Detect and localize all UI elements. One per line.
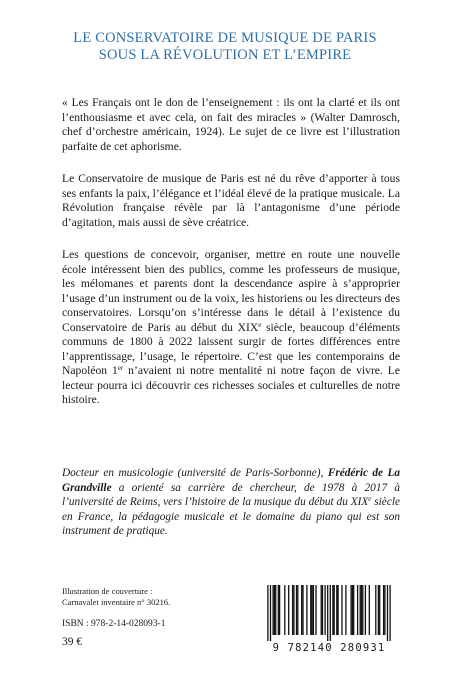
- barcode-bar: [336, 585, 337, 635]
- barcode-bar: [350, 585, 351, 635]
- barcode: [254, 585, 404, 657]
- barcode-bar: [296, 585, 297, 635]
- barcode-bar: [332, 585, 333, 635]
- barcode-bar: [311, 585, 312, 635]
- barcode-bar: [272, 585, 273, 635]
- barcode-bars: [266, 585, 392, 641]
- barcode-digits: 9 782140 280931: [272, 642, 386, 654]
- barcode-bar: [369, 585, 370, 635]
- price: 39 €: [62, 636, 83, 648]
- barcode-bar: [278, 585, 279, 635]
- barcode-bar: [284, 585, 285, 635]
- barcode-bar: [387, 585, 388, 641]
- author-name: Frédéric de La Grandville: [62, 467, 400, 494]
- barcode-bar: [375, 585, 376, 635]
- barcode-bar: [362, 585, 363, 635]
- bio-part-3: siècle en France, la pédagogie musicale et le domaine du piano qui est son instrument de pratique.: [62, 496, 400, 537]
- barcode-bar: [297, 585, 298, 635]
- title-line-2: SOUS LA RÉVOLUTION ET L’EMPIRE: [98, 47, 352, 63]
- barcode-bar: [275, 585, 276, 635]
- book-title: [40, 30, 410, 64]
- barcode-bar: [302, 585, 303, 635]
- barcode-bar: [324, 585, 325, 635]
- paragraph-1-text: Le Conservatoire de musique de Paris est né du rêve d’apporter à tous ses enfants la paix, l’élégance et l’idéal élevé de la pratique musicale. La Révolution française révèle par là l’antagonisme d’une période d’agitation, mais aussi de sève créatrice.: [62, 172, 400, 229]
- title-line-1: LE CONSERVATOIRE DE MUSIQUE DE PARIS: [73, 30, 377, 46]
- barcode-bar: [310, 585, 311, 635]
- paragraph-1: [62, 172, 400, 230]
- barcode-bar: [334, 585, 335, 635]
- credit-line-2: Carnavalet inventaire n° 30216.: [62, 597, 171, 607]
- barcode-bar: [322, 585, 323, 635]
- barcode-bar: [330, 585, 331, 641]
- barcode-bar: [301, 585, 302, 635]
- barcode-bar: [383, 585, 384, 635]
- paragraph-2-part-3: n’avaient ni notre mentalité ni notre façon de vivre. Le lecteur pourra ici découvrir ces richesses sociales et culturelles de notre histoire.: [62, 364, 400, 406]
- paragraph-2-text: [62, 248, 400, 408]
- barcode-bar: [279, 585, 280, 635]
- barcode-bar: [345, 585, 346, 635]
- barcode-bar: [352, 585, 353, 635]
- century-superscript: e: [258, 320, 262, 329]
- barcode-bar: [315, 585, 316, 635]
- barcode-bar: [357, 585, 358, 635]
- barcode-bar: [353, 585, 354, 635]
- barcode-bar: [360, 585, 361, 635]
- cover-credit: [62, 586, 170, 608]
- barcode-bar: [365, 585, 366, 635]
- barcode-bar: [274, 585, 275, 635]
- barcode-bar: [384, 585, 385, 635]
- barcode-bar: [270, 585, 271, 641]
- barcode-bar: [313, 585, 314, 635]
- barcode-bar: [293, 585, 294, 635]
- barcode-bar: [378, 585, 379, 635]
- barcode-bar: [292, 585, 293, 635]
- barcode-bar: [361, 585, 362, 635]
- barcode-bar: [306, 585, 307, 635]
- barcode-bar: [337, 585, 338, 635]
- barcode-bar: [321, 585, 322, 635]
- paragraph-2: [62, 248, 400, 408]
- barcode-bar: [379, 585, 380, 635]
- bio-part-2: a orienté sa carrière de chercheur, de 1978 à 2017 à l’université de Reims, vers l’histoire de la musique du début du XIX: [62, 481, 400, 508]
- quote-text: « Les Français ont le don de l’enseignement : ils ont la clarté et ils ont l’enthousiasme et avec cela, on fait des miracles » (Walter Damrosch, chef d’orchestre américain, 1924). Le sujet de ce livre est l’illustration parfaite de cet aphorisme.: [62, 96, 400, 153]
- bio-part-1: Docteur en musicologie (université de Paris-Sorbonne),: [62, 467, 328, 479]
- isbn: ISBN : 978-2-14-028093-1: [62, 619, 166, 629]
- barcode-bar: [327, 585, 328, 641]
- barcode-bar: [267, 585, 268, 641]
- bio-century-superscript: e: [368, 495, 372, 503]
- barcode-bar: [389, 585, 390, 641]
- barcode-bar: [288, 585, 289, 635]
- opening-quote: [62, 96, 400, 154]
- credit-line-1: Illustration de couverture :: [62, 586, 153, 596]
- ordinal-superscript: er: [117, 364, 124, 372]
- paragraph-2-part-2: siècle, beaucoup d’éléments communs de 1800 à 2022 laissent surgir de fortes différences entre l’apprentissage, l’usage, le répertoire. C’est que les contemporains de Napoléon 1: [62, 320, 400, 377]
- paragraph-2-part-1: Les questions de concevoir, organiser, mettre en route une nouvelle école intéressent bien des publics, comme les professeurs de musique, les mélomanes et parents dont la descendance aspire à s’approprier l’usage d’un instrument ou de la voix, les historiens ou les directeurs des conservatoires. Lorsqu’on s’intéresse dans le détail à l’existence du Conservatoire de Paris au début du XIX: [62, 248, 400, 334]
- barcode-bar: [341, 585, 342, 635]
- author-bio: [62, 466, 400, 539]
